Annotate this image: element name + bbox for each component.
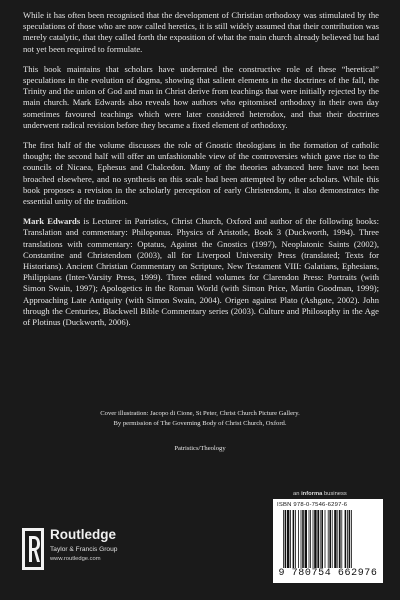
barcode-number: 9 780754 662976 (278, 568, 378, 579)
isbn-label: ISBN 978-0-7546-6297-6 (277, 502, 348, 508)
author-name: Mark Edwards (23, 216, 81, 227)
author-bio-text: is Lecturer in Patristics, Christ Church, Oxford and author of the following books: Translation and commentary: Philoponus. Physics of Aristotle, Book 3 (Duckworth, 1994). Three translations with commentary: Optatus, Against the Gnostics (1997), Neoplatonic Saints (2002), Constantine and Christendom (2003), all for Liverpool University Press (translated; Texts for Historians). Ancient Christian Commentary on Scripture, New Testament VIII: Galatians, Ephesians, Philippians (Inter-Varsity Press, 1999). Three edited volumes for Clarendon Press: Portraits (with Simon Swain, 1997); Apologetics in the Roman World (with Simon Price, Martin Goodman, 1999); Approaching Late Antiquity (with Simon Swain, 2004). Origen against Plato (Ashgate, 2002). John through the Centuries, Blackwell Bible Commentary series (2003). Culture and Philosophy in the Age of Plotinus (Duckworth, 2006). (23, 216, 379, 328)
isbn-barcode (273, 499, 383, 583)
author-bio (23, 216, 379, 328)
informa-prefix: an (293, 491, 302, 497)
permission-credit: By permission of The Governing Body of Christ Church, Oxford. (113, 419, 287, 427)
publisher-group: Taylor & Francis Group (50, 546, 118, 553)
subject-category: Patristics/Theology (174, 445, 226, 452)
cover-credits (40, 409, 360, 429)
routledge-r-icon (22, 528, 44, 570)
blurb-paragraph-1: While it has often been recognised that the development of Christian orthodoxy was stimulated by the speculations of those who are now called heretics, it is still widely assumed that their contribution was merely catalytic, that they called forth the exposition of what the main church already believed but had not yet been required to formulate. (23, 10, 379, 54)
informa-business-tag (293, 491, 383, 497)
informa-suffix: business (322, 491, 347, 497)
barcode-bars (283, 510, 375, 568)
blurb-paragraph-3: The first half of the volume discusses the role of Gnostic theologians in the formation of catholic thought; the second half will offer an unfashionable view of the controversies which gave rise to the councils of Nicaea, Ephesus and Chalcedon. Many of the theories advanced here have not been broached elsewhere, and no synthesis on this scale had been attempted by other scholars. While this book proposes a revision in the scholarly perception of early Christendom, it also demonstrates the essential unity of the tradition. (23, 140, 379, 207)
cover-illustration-credit: Cover illustration: Jacopo di Cione, St Peter, Christ Church Picture Gallery. (100, 410, 300, 417)
publisher-logo (22, 527, 152, 577)
blurb-paragraph-2: This book maintains that scholars have underrated the constructive role of these “heretical” speculations in the evolution of dogma, showing that salient elements in the doctrines of the fall, the Trinity and the union of God and man in Christ derive from teachings that were initially rejected by the main church. Mark Edwards also reveals how authors who epitomised orthodoxy in their own day sometimes favoured teachings which were later considered heterodox, and that their doctrines underwent radical revision before they became a fixed element of orthodoxy. (23, 63, 379, 130)
blurb (23, 10, 379, 337)
publisher-url: www.routledge.com (50, 556, 101, 562)
informa-brand: informa (301, 491, 323, 497)
publisher-name: Routledge (50, 527, 116, 542)
